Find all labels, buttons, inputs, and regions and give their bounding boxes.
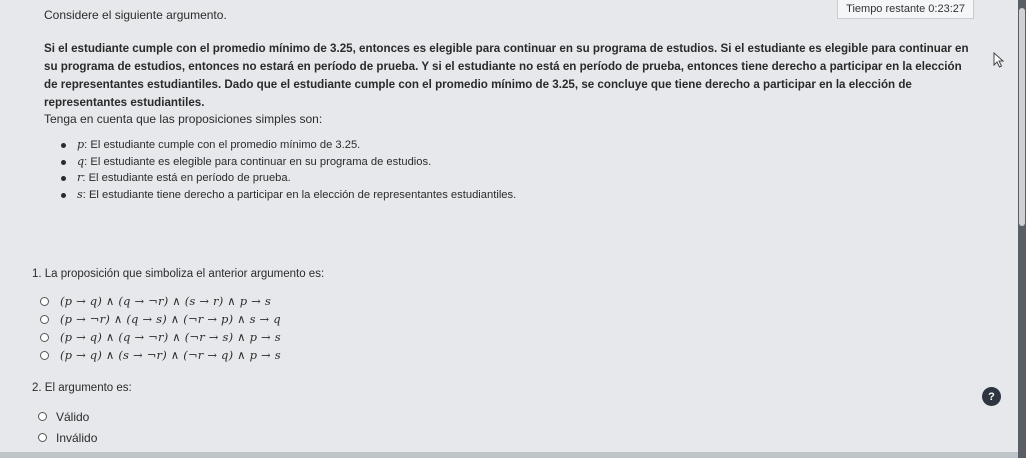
question-2-label: 2. El argumento es: <box>32 382 132 394</box>
bottom-bar <box>0 452 1018 458</box>
proposition-text: : El estudiante está en período de prueba. <box>82 172 291 184</box>
propositions-list <box>44 137 516 203</box>
formula-text: (p → q) ∧ (s → ¬r) ∧ (¬r → q) ∧ p → s <box>60 348 281 362</box>
help-button[interactable]: ? <box>982 387 1001 406</box>
question-2-option-invalid[interactable] <box>38 427 97 448</box>
bullet-icon <box>61 143 66 148</box>
bullet-icon <box>61 176 66 181</box>
question-1-option-d[interactable] <box>40 346 281 364</box>
radio-button[interactable] <box>38 412 47 421</box>
proposition-text: : El estudiante es elegible para continuar en su programa de estudios. <box>84 155 432 168</box>
intro-text: Considere el siguiente argumento. <box>44 8 227 22</box>
proposition-s <box>44 187 516 204</box>
scrollbar[interactable] <box>1018 0 1026 458</box>
formula-text: (p → ¬r) ∧ (q → s) ∧ (¬r → p) ∧ s → q <box>60 312 281 326</box>
bullet-icon <box>61 160 66 165</box>
proposition-variable: s <box>77 187 83 201</box>
radio-button[interactable] <box>40 351 49 360</box>
option-label: Inválido <box>56 430 98 445</box>
proposition-text: : El estudiante cumple con el promedio mínimo de 3.25. <box>84 139 361 151</box>
proposition-p <box>44 137 516 154</box>
radio-button[interactable] <box>38 433 47 442</box>
proposition-variable: r <box>77 171 83 184</box>
proposition-variable: p <box>77 138 85 151</box>
formula-text: (p → q) ∧ (q → ¬r) ∧ (¬r → s) ∧ p → s <box>60 330 281 344</box>
formula-text: (p → q) ∧ (q → ¬r) ∧ (s → r) ∧ p → s <box>60 294 271 308</box>
question-1-option-a[interactable] <box>40 292 281 310</box>
question-1-option-b[interactable] <box>40 310 281 328</box>
radio-button[interactable] <box>40 297 49 306</box>
time-remaining: Tiempo restante 0:23:27 <box>837 0 974 19</box>
mouse-cursor-icon <box>992 52 1008 68</box>
radio-button[interactable] <box>40 315 49 324</box>
question-1-options <box>40 292 281 364</box>
proposition-q <box>44 154 516 171</box>
proposition-text: : El estudiante tiene derecho a participar en la elección de representantes estudiantiles. <box>82 188 517 201</box>
proposition-r <box>44 170 516 187</box>
scrollbar-thumb[interactable] <box>1019 8 1025 226</box>
question-2-options <box>38 406 97 448</box>
argument-text: Si el estudiante cumple con el promedio mínimo de 3.25, entonces es elegible para continuar en su programa de estudios. Si el estudiante es elegible para continuar en su programa de estudios, entonces no estará en período de prueba. Y si el estudiante no está en período de prueba, entonces tiene derecho a participar en la elección de representantes estudiantiles. Dado que el estudiante cumple con el promedio mínimo de 3.25, se concluye que tiene derecho a participar en la elección de representantes estudiantiles. <box>44 42 969 109</box>
bullet-icon <box>61 193 66 198</box>
propositions-intro: Tenga en cuenta que las proposiciones simples son: <box>44 112 323 126</box>
proposition-variable: q <box>77 154 85 168</box>
question-1-option-c[interactable] <box>40 328 281 346</box>
question-1-label: 1. La proposición que simboliza el anterior argumento es: <box>32 268 325 280</box>
option-label: Válido <box>56 409 90 424</box>
question-2-option-valid[interactable] <box>38 406 97 427</box>
radio-button[interactable] <box>40 333 49 342</box>
